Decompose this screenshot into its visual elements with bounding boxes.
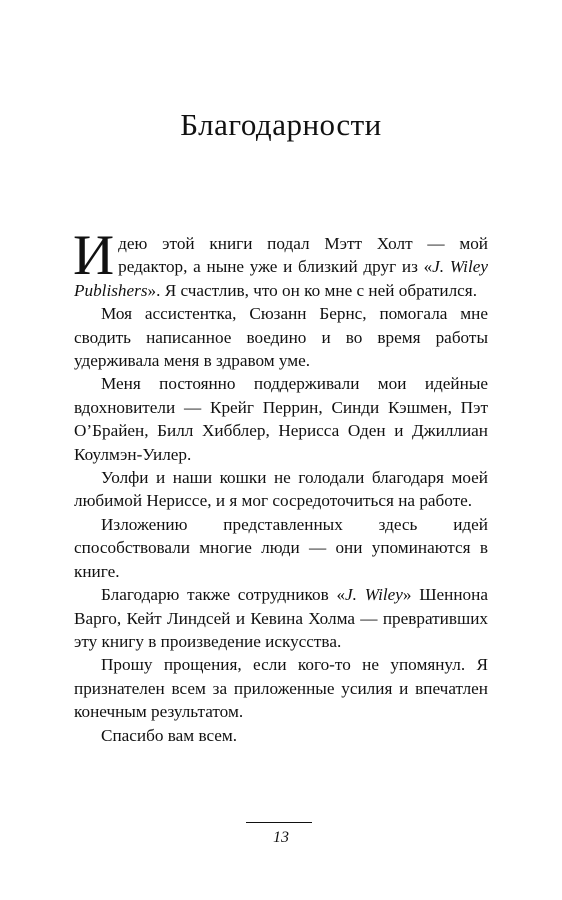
paragraph-6-text: Благодарю также сотрудников « (101, 585, 346, 605)
page-number: 13 (273, 829, 289, 846)
paragraph-7: Прошу прощения, если кого-то не упомянул. Я признателен всем за приложенные усилия и впечатлен конечным результатом. (74, 655, 488, 722)
drop-cap: И (73, 224, 115, 287)
paragraph-6 (74, 583, 488, 653)
paragraph-2: Моя ассистентка, Сюзанн Бернс, помогала мне сводить написанное воедино и во время работы удерживала меня в здравом уме. (74, 304, 488, 371)
footer-rule (246, 822, 312, 823)
acknowledgements-body (73, 224, 488, 747)
paragraph-8: Спасибо вам всем. (101, 725, 238, 745)
paragraph-5: Изложению представленных здесь идей способствовали многие люди — они упоминаются в книге. (74, 514, 488, 581)
page-title: Благодарности (180, 106, 382, 142)
paragraph-4: Уолфи и наши кошки не голодали благодаря моей любимой Нериссе, и я мог сосредоточиться на работе. (74, 468, 488, 511)
paragraph-1 (73, 224, 488, 302)
publisher-short-name: J. Wiley (345, 585, 403, 605)
paragraph-3: Меня постоянно поддерживали мои идейные вдохновители — Крейг Перрин, Синди Кэшмен, Пэт О’Брайен, Билл Хибблер, Нерисса Оден и Джиллиан Коулмэн-Уилер. (74, 374, 488, 464)
paragraph-6-text-end: » Шеннона Варго, Кейт Линдсей и Кевина Холма — превративших эту книгу в произведение искусства. (74, 585, 488, 651)
paragraph-1-text: дею этой книги подал Мэтт Холт — мой редактор, а ныне уже и близкий друг из « (118, 234, 488, 277)
paragraph-1-text-end: ». Я счастлив, что он ко мне с ней обратился. (147, 280, 477, 300)
publisher-name: J. Wiley Publishers (74, 257, 488, 300)
